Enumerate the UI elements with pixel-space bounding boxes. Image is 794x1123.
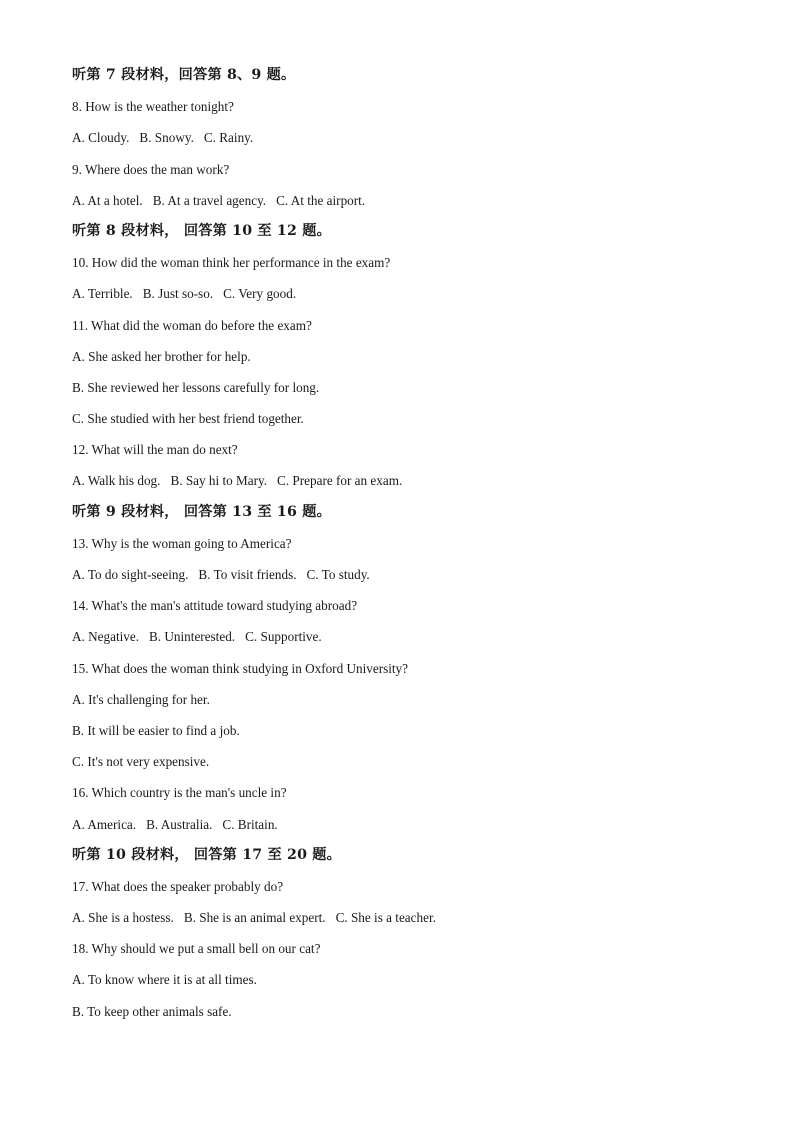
option-a: A. At a hotel. bbox=[72, 192, 143, 208]
option-b: B. She reviewed her lessons carefully for long. bbox=[72, 379, 320, 395]
option-a: A. She is a hostess. bbox=[72, 910, 174, 926]
option-c: C. Britain. bbox=[222, 816, 278, 832]
option-b: B. At a travel agency. bbox=[152, 192, 267, 208]
option-b: B. Australia. bbox=[146, 816, 213, 832]
options-9 bbox=[72, 185, 752, 216]
option-b: B. Uninterested. bbox=[149, 629, 236, 645]
option-b: B. Snowy. bbox=[139, 130, 194, 146]
option-c: C. Very good. bbox=[223, 286, 297, 302]
option-c: C. Supportive. bbox=[245, 629, 322, 645]
question-8: 8. How is the weather tonight? bbox=[72, 99, 234, 115]
question-13: 13. Why is the woman going to America? bbox=[72, 535, 292, 551]
option-c: C. She studied with her best friend together. bbox=[72, 411, 304, 427]
option-a: A. It's challenging for her. bbox=[72, 691, 210, 707]
options-13 bbox=[72, 559, 752, 590]
options-17 bbox=[72, 902, 752, 933]
option-a: A. America. bbox=[72, 816, 137, 832]
options-10 bbox=[72, 278, 752, 309]
option-b: B. Say hi to Mary. bbox=[170, 473, 268, 489]
option-a: A. She asked her brother for help. bbox=[72, 348, 251, 364]
option-c: C. At the airport. bbox=[276, 192, 366, 208]
section-heading: 听第 8 段材料， 回答第 10 至 12 题。 bbox=[72, 222, 331, 239]
option-a: A. To do sight-seeing. bbox=[72, 567, 189, 582]
question-14: 14. What's the man's attitude toward studying abroad? bbox=[72, 598, 358, 614]
option-b: B. Just so-so. bbox=[142, 286, 214, 302]
option-a: A. Walk his dog. bbox=[72, 473, 161, 489]
question-18: 18. Why should we put a small bell on our cat? bbox=[72, 941, 321, 957]
question-11: 11. What did the woman do before the exam? bbox=[72, 317, 312, 333]
options-8 bbox=[72, 122, 752, 153]
option-c: C. Prepare for an exam. bbox=[277, 473, 403, 489]
option-a: A. Negative. bbox=[72, 629, 140, 645]
section-heading: 听第 7 段材料，回答第 8、9 题。 bbox=[72, 67, 296, 83]
question-17: 17. What does the speaker probably do? bbox=[72, 878, 284, 894]
option-b: B. She is an animal expert. bbox=[183, 910, 326, 926]
option-c: C. Rainy. bbox=[203, 130, 254, 146]
option-a: A. Terrible. bbox=[72, 286, 133, 302]
section-heading: 听第 9 段材料， 回答第 13 至 16 题。 bbox=[72, 503, 331, 520]
option-b: B. It will be easier to find a job. bbox=[72, 722, 240, 738]
question-15: 15. What does the woman think studying in Oxford University? bbox=[72, 660, 408, 676]
question-12: 12. What will the man do next? bbox=[72, 442, 238, 458]
options-12 bbox=[72, 465, 752, 496]
option-b: B. To keep other animals safe. bbox=[72, 1003, 232, 1019]
question-9: 9. Where does the man work? bbox=[72, 161, 230, 177]
option-a: A. Cloudy. bbox=[72, 130, 130, 146]
option-c: C. It's not very expensive. bbox=[72, 754, 210, 770]
options-16 bbox=[72, 809, 752, 840]
exam-page bbox=[72, 60, 752, 1027]
question-10: 10. How did the woman think her performance in the exam? bbox=[72, 255, 391, 271]
section-heading: 听第 10 段材料， 回答第 17 至 20 题。 bbox=[72, 846, 342, 863]
option-b: B. To visit friends. bbox=[198, 567, 297, 582]
question-16: 16. Which country is the man's uncle in? bbox=[72, 785, 287, 801]
option-c: C. She is a teacher. bbox=[335, 910, 436, 926]
option-a: A. To know where it is at all times. bbox=[72, 972, 257, 988]
options-14 bbox=[72, 621, 752, 652]
option-c: C. To study. bbox=[306, 567, 370, 582]
